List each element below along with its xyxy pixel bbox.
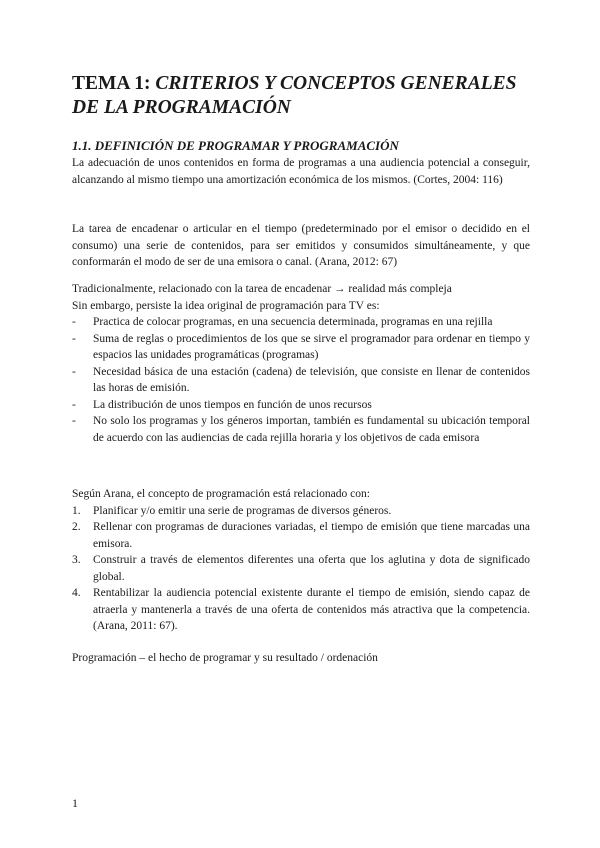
bullet-list — [72, 314, 530, 446]
list-item: - No solo los programas y los géneros importan, también es fundamental su ubicación temporal de acuerdo con las audiencias de cada rejilla horaria y los objetivos de cada emisora — [72, 413, 530, 446]
item-number: 3. — [72, 554, 81, 566]
page-number: 1 — [72, 796, 78, 810]
item-text: Rentabilizar la audiencia potencial existente durante el tiempo de emisión, siendo capaz de atraerla y mantenerla a través de una oferta de contenidos más atractiva que la competencia. (Arana, 2011: 67). — [93, 587, 530, 632]
definition-cortes: La adecuación de unos contenidos en forma de programas a una audiencia potencial a conseguir, alcanzando al mismo tiempo una amortización económica de los mismos. (Cortes, 2004: 116) — [72, 157, 530, 186]
title-prefix: TEMA 1: — [72, 73, 156, 94]
definition-arana: La tarea de encadenar o articular en el tiempo (predeterminado por el emisor o decidido en el consumo) una serie de contenidos, para ser emitidos y consumidos simultáneamente, y que conformarán el modo de ser de una emisora o canal. (Arana, 2012: 67) — [72, 223, 530, 268]
list-item: - Necesidad básica de una estación (cadena) de televisión, que consiste en llenar de contenidos las horas de emisión. — [72, 364, 530, 397]
traditional-line: Tradicionalmente, relacionado con la tarea de encadenar → realidad más compleja — [72, 283, 452, 295]
section-heading: 1.1. DEFINICIÓN DE PROGRAMAR Y PROGRAMACIÓN — [72, 138, 399, 153]
item-number: 2. — [72, 521, 81, 533]
arana-block — [72, 486, 530, 635]
list-item — [72, 503, 530, 520]
summary-line: Programación – el hecho de programar y su resultado / ordenación — [72, 652, 378, 664]
numbered-list — [72, 503, 530, 635]
item-number: 1. — [72, 504, 81, 517]
list-item — [72, 552, 530, 585]
item-number: 4. — [72, 587, 81, 599]
traditional-block — [72, 281, 530, 446]
arana-intro: Según Arana, el concepto de programación está relacionado con: — [72, 488, 370, 500]
list-item: - La distribución de unos tiempos en función de unos recursos — [72, 397, 530, 414]
title-emphasis: CRITERIOS Y CONCEPTOS GENERALES DE LA PROGRAMACIÓN — [72, 73, 517, 118]
however-line: Sin embargo, persiste la idea original de programación para TV es: — [72, 299, 380, 312]
list-item — [72, 519, 530, 552]
list-item — [72, 585, 530, 635]
item-text: Rellenar con programas de duraciones variadas, el tiempo de emisión que tiene marcadas una emisora. — [93, 521, 530, 550]
page-title — [72, 72, 542, 120]
item-text: Planificar y/o emitir una serie de programas de diversos géneros. — [93, 504, 392, 517]
list-item: - Practica de colocar programas, en una secuencia determinada, programas en una rejilla — [72, 314, 530, 331]
item-text: Construir a través de elementos diferentes una oferta que los aglutina y dota de significado global. — [93, 554, 530, 583]
list-item: - Suma de reglas o procedimientos de los que se sirve el programador para ordenar en tiempo y espacios las unidades programáticas (programas) — [72, 331, 530, 364]
